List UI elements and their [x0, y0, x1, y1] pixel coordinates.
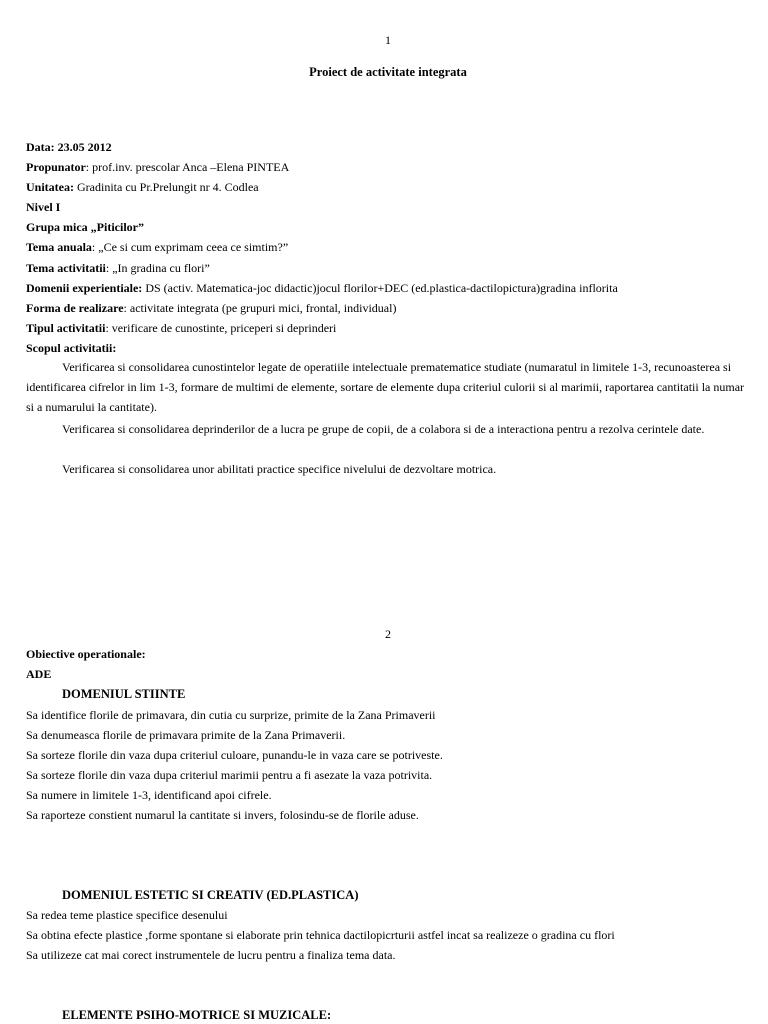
scop-paragraph-1 [26, 357, 746, 417]
domenii-label: Domenii experientiale: [26, 281, 143, 295]
forma-value: : activitate integrata (pe grupuri mici, frontal, individual) [123, 301, 397, 315]
tipul-field [26, 321, 336, 336]
unitatea-label: Unitatea: [26, 180, 74, 194]
elemente-psiho-motrice-heading: ELEMENTE PSIHO-MOTRICE SI MUZICALE: [62, 1008, 332, 1022]
page-number-2: 2 [385, 627, 391, 641]
stiinte-item: Sa raporteze constient numarul la cantitate si invers, folosindu-se de florile aduse. [26, 808, 419, 822]
stiinte-item: Sa sorteze florile din vaza dupa criteriul culoare, punandu-le in vaza care se potriveste. [26, 748, 443, 762]
tema-activitatii-label: Tema activitatii [26, 261, 106, 275]
scop-paragraph-2-text: Verificarea si consolidarea deprinderilor de a lucra pe grupe de copii, de a colabora si de a interactiona pentru a rezolva cerintele date. [62, 422, 705, 436]
domeniul-stiinte-heading: DOMENIUL STIINTE [62, 687, 186, 701]
document-title: Proiect de activitate integrata [309, 65, 467, 79]
data-field: Data: 23.05 2012 [26, 140, 112, 154]
scop-paragraph-3 [26, 459, 746, 479]
grupa-field: Grupa mica „Piticilor” [26, 220, 144, 234]
scop-paragraph-3-text: Verificarea si consolidarea unor abilitati practice specifice nivelului de dezvoltare motrica. [62, 462, 497, 476]
stiinte-item: Sa sorteze florile din vaza dupa criteriul marimii pentru a fi asezate la vaza potrivita. [26, 768, 433, 782]
tema-anuala-value: : „Ce si cum exprimam ceea ce simtim?” [91, 240, 289, 254]
estetic-item: Sa utilizeze cat mai corect instrumentele de lucru pentru a finaliza tema data. [26, 948, 396, 962]
unitatea-value: Gradinita cu Pr.Prelungit nr 4. Codlea [74, 180, 259, 194]
unitatea-field [26, 180, 259, 195]
nivel-field: Nivel I [26, 200, 61, 214]
domenii-value: DS (activ. Matematica-joc didactic)jocul florilor+DEC (ed.plastica-dactilopictura)gradina inflorita [142, 281, 618, 295]
forma-field [26, 301, 396, 316]
scopul-label: Scopul activitatii: [26, 341, 117, 355]
ade-label: ADE [26, 667, 52, 681]
tipul-value: : verificare de cunostinte, priceperi si deprinderi [105, 321, 337, 335]
page-number-1: 1 [385, 33, 391, 47]
estetic-item: Sa redea teme plastice specifice desenului [26, 908, 228, 922]
tipul-label: Tipul activitatii [26, 321, 106, 335]
obiective-label: Obiective operationale: [26, 647, 146, 661]
stiinte-item: Sa identifice florile de primavara, din cutia cu surprize, primite de la Zana Primaverii [26, 708, 436, 722]
propunator-label: Propunator [26, 160, 86, 174]
forma-label: Forma de realizare [26, 301, 124, 315]
tema-activitatii-value: : „In gradina cu flori” [105, 261, 210, 275]
estetic-item: Sa obtina efecte plastice ,forme spontane si elaborate prin tehnica dactilopicrturii astfel incat sa realizeze o gradina cu flori [26, 928, 615, 942]
tema-activitatii-field [26, 261, 210, 276]
domeniul-estetic-heading: DOMENIUL ESTETIC SI CREATIV (ED.PLASTICA) [62, 888, 359, 902]
scop-paragraph-2 [26, 419, 746, 439]
domenii-field [26, 281, 618, 296]
propunator-field [26, 160, 289, 175]
stiinte-item: Sa numere in limitele 1-3, identificand apoi cifrele. [26, 788, 272, 802]
propunator-value: : prof.inv. prescolar Anca –Elena PINTEA [85, 160, 290, 174]
scop-paragraph-1-text: Verificarea si consolidarea cunostintelor legate de operatiile intelectuale prematematice studiate (numaratul in limitele 1-3, recunoasterea si identificarea cifrelor in lim 1-3, formare de multimi de elemente, sortare de elemente dupa criteriul culorii si al marimii, raportarea cantitatii la numar si a numarului la cantitate). [26, 360, 745, 414]
tema-anuala-field [26, 240, 288, 255]
stiinte-item: Sa denumeasca florile de primavara primite de la Zana Primaverii. [26, 728, 346, 742]
tema-anuala-label: Tema anuala [26, 240, 92, 254]
